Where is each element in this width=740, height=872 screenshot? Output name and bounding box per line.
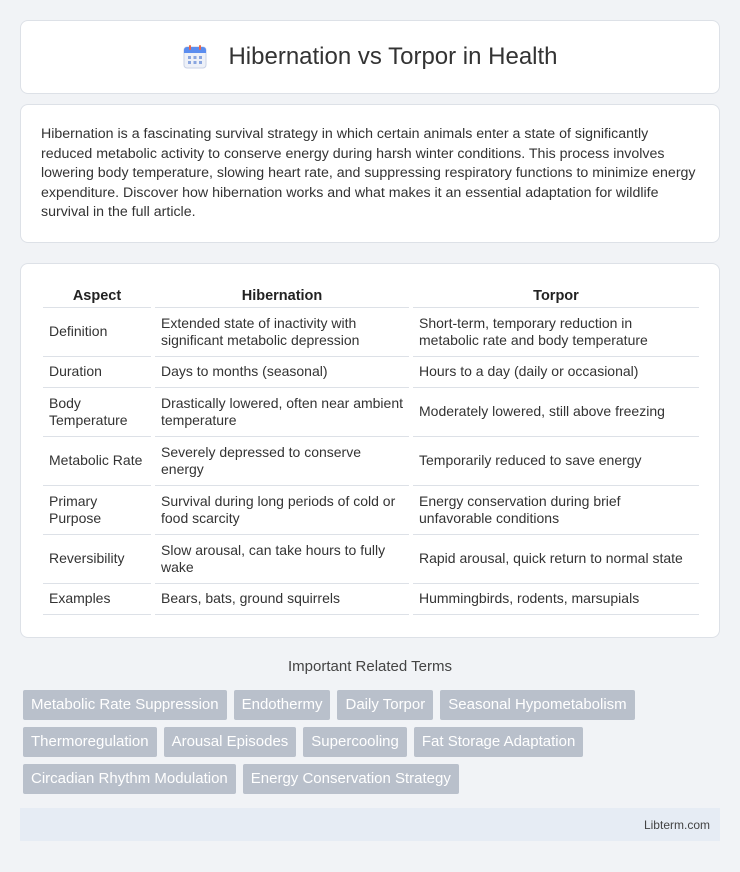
intro-card [20, 104, 720, 243]
hibernation-cell: Days to months (seasonal) [155, 357, 409, 388]
related-term-tag[interactable]: Fat Storage Adaptation [414, 727, 583, 757]
related-term-tag[interactable]: Endothermy [234, 690, 331, 720]
column-header: Aspect [43, 284, 151, 308]
related-term-tag[interactable]: Arousal Episodes [164, 727, 297, 757]
aspect-cell: Metabolic Rate [43, 437, 151, 486]
table-header-row [43, 284, 699, 308]
comparison-table-card [20, 263, 720, 638]
related-term-tag[interactable]: Seasonal Hypometabolism [440, 690, 634, 720]
related-terms-list [23, 690, 723, 801]
table-row [43, 535, 699, 584]
hibernation-cell: Severely depressed to conserve energy [155, 437, 409, 486]
related-terms-row [23, 690, 723, 720]
table-row [43, 437, 699, 486]
aspect-cell: Reversibility [43, 535, 151, 584]
related-terms-title: Important Related Terms [288, 658, 452, 675]
torpor-cell: Hours to a day (daily or occasional) [413, 357, 699, 388]
torpor-cell: Hummingbirds, rodents, marsupials [413, 584, 699, 615]
table-row [43, 584, 699, 615]
hibernation-cell: Drastically lowered, often near ambient temperature [155, 388, 409, 437]
table-row [43, 308, 699, 357]
column-header: Torpor [413, 284, 699, 308]
hibernation-cell: Extended state of inactivity with significant metabolic depression [155, 308, 409, 357]
calendar-icon [182, 44, 208, 70]
hibernation-cell: Survival during long periods of cold or food scarcity [155, 486, 409, 535]
hibernation-cell: Slow arousal, can take hours to fully wake [155, 535, 409, 584]
torpor-cell: Moderately lowered, still above freezing [413, 388, 699, 437]
intro-text: Hibernation is a fascinating survival strategy in which certain animals enter a state of significantly reduced metabolic activity to conserve energy during harsh winter conditions. This process involves lowering body temperature, slowing heart rate, and suppressing respiratory functions to minimize energy expenditure. Discover how hibernation works and what makes it an essential adaptation for wildlife survival in the full article. [41, 126, 696, 221]
related-term-tag[interactable]: Supercooling [303, 727, 407, 757]
related-term-tag[interactable]: Energy Conservation Strategy [243, 764, 459, 794]
table-row [43, 486, 699, 535]
torpor-cell: Temporarily reduced to save energy [413, 437, 699, 486]
related-term-tag[interactable]: Circadian Rhythm Modulation [23, 764, 236, 794]
aspect-cell: Primary Purpose [43, 486, 151, 535]
related-term-tag[interactable]: Metabolic Rate Suppression [23, 690, 227, 720]
column-header: Hibernation [155, 284, 409, 308]
torpor-cell: Rapid arousal, quick return to normal state [413, 535, 699, 584]
aspect-cell: Examples [43, 584, 151, 615]
hibernation-cell: Bears, bats, ground squirrels [155, 584, 409, 615]
related-term-tag[interactable]: Daily Torpor [337, 690, 433, 720]
footer-link[interactable]: Libterm.com [643, 817, 710, 832]
comparison-table [43, 284, 699, 615]
aspect-cell: Duration [43, 357, 151, 388]
page-title: Hibernation vs Torpor in Health [228, 43, 558, 70]
aspect-cell: Definition [43, 308, 151, 357]
footer [20, 808, 720, 841]
torpor-cell: Energy conservation during brief unfavorable conditions [413, 486, 699, 535]
related-terms-row [23, 727, 723, 757]
related-terms-row [23, 764, 723, 794]
related-term-tag[interactable]: Thermoregulation [23, 727, 157, 757]
table-row [43, 388, 699, 437]
torpor-cell: Short-term, temporary reduction in metabolic rate and body temperature [413, 308, 699, 357]
table-row [43, 357, 699, 388]
header-card [20, 20, 720, 94]
aspect-cell: Body Temperature [43, 388, 151, 437]
